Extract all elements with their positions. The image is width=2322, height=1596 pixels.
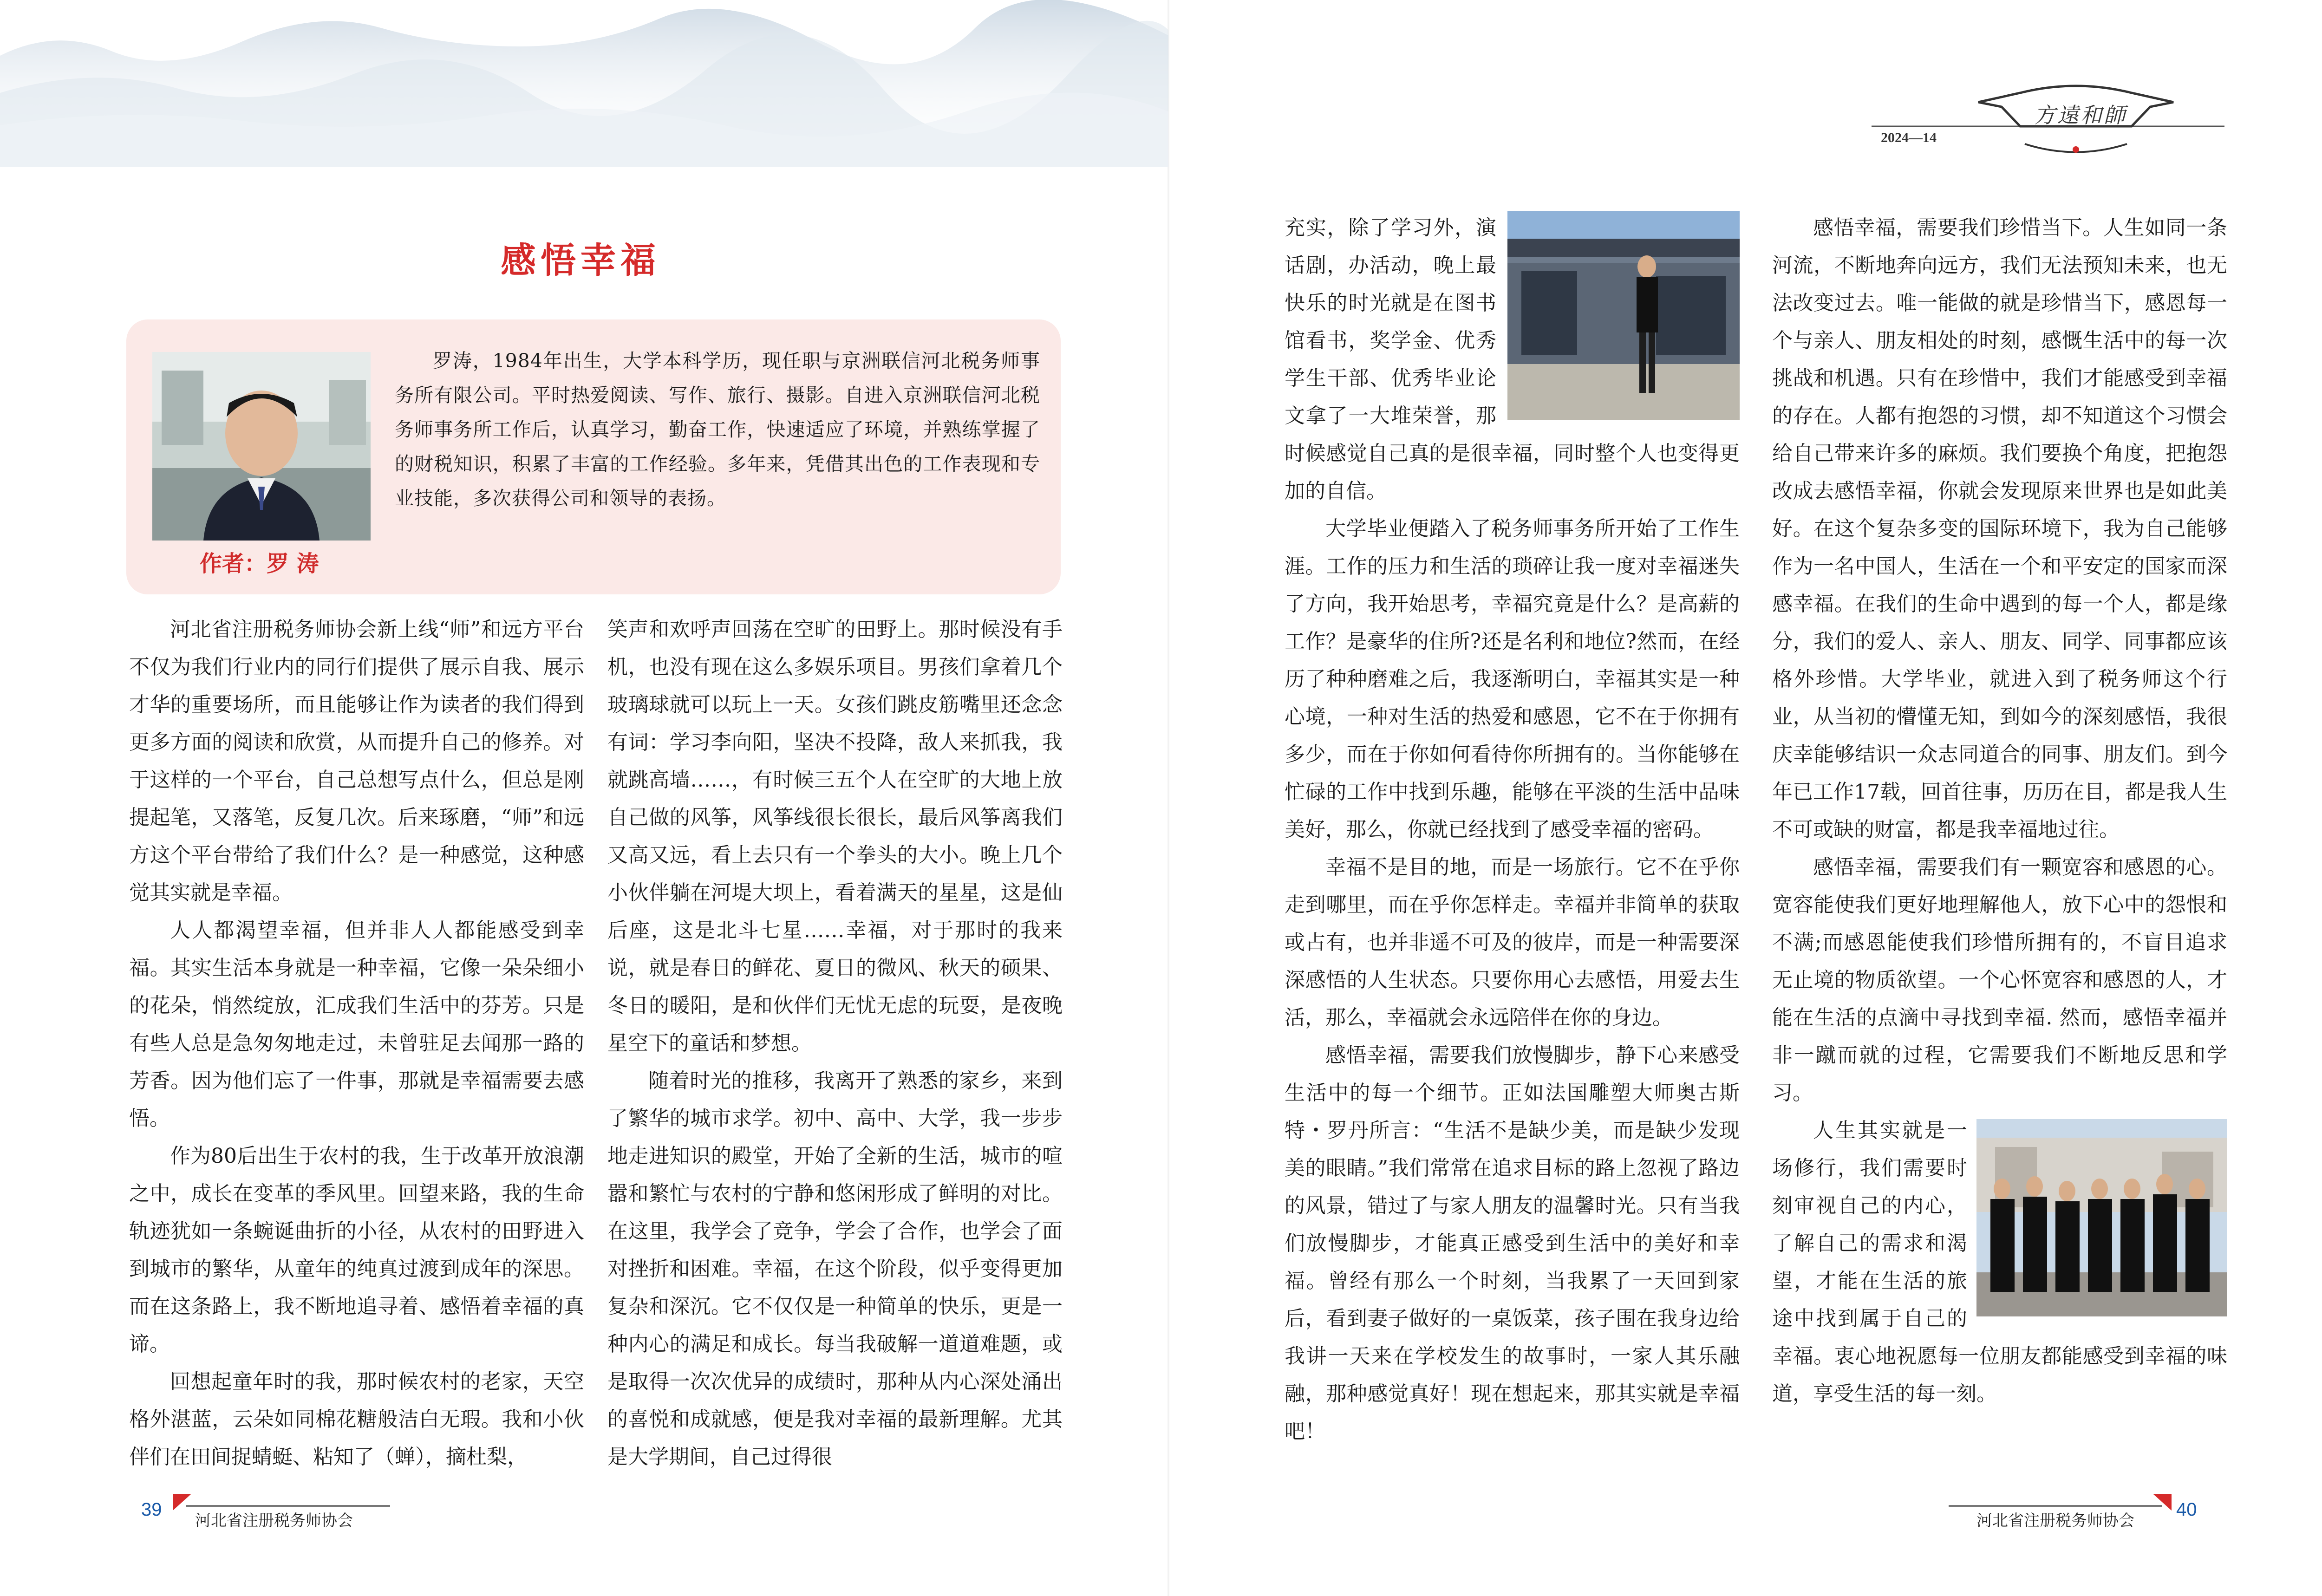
paragraph: 作为80后出生于农村的我，生于改革开放浪潮之中，成长在变革的季风里。回望来路，我的生命轨迹犹如一条蜿诞曲折的小径，从农村的田野进入到城市的繁华，从童年的纯真过渡到成年的深思。而在这条路上，我不断地追寻着、感悟着幸福的真谛。 — [129, 1144, 584, 1356]
footer-rule — [1949, 1505, 2162, 1507]
red-corner-icon — [173, 1494, 191, 1511]
paragraph: 感悟幸福，需要我们有一颗宽容和感恩的心。宽容能使我们更好地理解他人，放下心中的怨恨和不满;而感恩能使我们珍惜所拥有的，不盲目追求无止境的物质欲望。一个心怀宽容和感恩的人，才能在生活的点滴中寻找到幸福. 然而，感悟幸福并非一蹴而就的过程，它需要我们不断地反思和学习。 — [1772, 855, 2227, 1105]
paragraph: 感悟幸福，需要我们放慢脚步，静下心来感受生活中的每一个细节。正如法国雕塑大师奥古斯特・罗丹所言：“生活不是缺少美，而是缺少发现美的眼睛。”我们常常在追求目标的路上忽视了路边的风景，错过了与家人朋友的温馨时光。只有当我们放慢脚步，才能真正感受到生活中的美好和幸福。曾经有那么一个时刻，当我累了一天回到家后，看到妻子做好的一桌饭菜，孩子围在我身边给我讲一天来在学校发生的故事时，一家人其乐融融，那种感觉真好！现在想起来，那其实就是幸福吧！ — [1285, 1043, 1740, 1443]
group-photo — [1976, 1119, 2227, 1316]
paragraph: 感悟幸福，需要我们珍惜当下。人生如同一条河流，不断地奔向远方，我们无法预知未来，也无法改变过去。唯一能做的就是珍惜当下，感恩每一个与亲人、朋友相处的时刻，感慨生活中的每一次挑战和机遇。只有在珍惜中，我们才能感受到幸福的存在。人都有抱怨的习惯，却不知道这个习惯会给自己带来许多的麻烦。我们要换个角度，把抱怨改成去感悟幸福，你就会发现原来世界也是如此美好。在这个复杂多变的国际环境下，我为自己能够作为一名中国人，生活在一个和平安定的国家而深感幸福。在我们的生命中遇到的每一个人，都是缘分，我们的爱人、亲人、朋友、同学、同事都应该格外珍惜。大学毕业，就进入到了税务师这个行业，从当初的懵懂无知，到如今的深刻感悟，我很庆幸能够结识一众志同道合的同事、朋友们。到今年已工作17载，回首往事，历历在目，都是我人生不可或缺的财富，都是我幸福地过往。 — [1772, 216, 2227, 841]
page-number: 40 — [2176, 1499, 2197, 1520]
paragraph: 大学毕业便踏入了税务师事务所开始了工作生涯。工作的压力和生活的琐碎让我一度对幸福迷失了方向，我开始思考，幸福究竟是什么？是高薪的工作？是豪华的住所?还是名利和地位?然而，在经历了种种磨难之后，我逐渐明白，幸福其实是一种心境，一种对生活的热爱和感恩，它不在于你拥有多少，而在于你如何看待你所拥有的。当你能够在忙碌的工作中找到乐趣，能够在平淡的生活中品味美好，那么，你就已经找到了感受幸福的密码。 — [1285, 517, 1740, 841]
right-column-1 — [1285, 209, 1740, 1450]
issue-number: 2024—14 — [1881, 130, 1937, 145]
mountain-mist-decoration — [0, 0, 1168, 167]
paragraph: 充实，除了学习外，演话剧，办活动，晚上最快乐的时光就是在图书馆看书，奖学金、优秀学生干部、优秀毕业论文拿了一大堆荣誉，那时候感觉自己真的是很幸福，同时整个人也变得更加的自信。 — [1285, 216, 1740, 503]
right-column-2 — [1772, 209, 2227, 1413]
left-column-2 — [607, 611, 1063, 1476]
footer-rule — [186, 1505, 390, 1507]
badge-text: 方遠和師 — [2034, 103, 2127, 128]
footer-org: 河北省注册税务师协会 — [1976, 1512, 2134, 1530]
red-corner-icon — [2153, 1494, 2172, 1511]
author-bio: 罗涛，1984年出生，大学本科学历，现任职与京洲联信河北税务师事务所有限公司。平时热爱阅读、写作、旅行、摄影。自进入京洲联信河北税务师事务所工作后，认真学习，勤奋工作，快速适应了环境，并熟练掌握了的财税知识，积累了丰富的工作经验。多年来，凭借其出色的工作表现和专业技能，多次获得公司和领导的表扬。 — [395, 350, 1040, 509]
paragraph: 随着时光的推移，我离开了熟悉的家乡，来到了繁华的城市求学。初中、高中、大学，我一步步地走进知识的殿堂，开始了全新的生活，城市的喧嚣和繁忙与农村的宁静和悠闲形成了鲜明的对比。在这里，我学会了竞争，学会了合作，也学会了面对挫折和困难。幸福，在这个阶段，似乎变得更加复杂和深沉。它不仅仅是一种简单的快乐，更是一种内心的满足和成长。每当我破解一道道难题，或是取得一次次优异的成绩时，那种从内心深处涌出的喜悦和成就感，便是我对幸福的最新理解。尤其是大学期间，自己过得很 — [607, 1069, 1063, 1469]
author-photo — [152, 352, 371, 541]
footer-org: 河北省注册税务师协会 — [195, 1512, 353, 1530]
paragraph: 人人都渴望幸福，但并非人人都能感受到幸福。其实生活本身就是一种幸福，它像一朵朵细小的花朵，悄然绽放，汇成我们生活中的芬芳。只是有些人总是急匆匆地走过，未曾驻足去闻那一路的芳香。因为他们忘了一件事，那就是幸福需要去感悟。 — [129, 919, 584, 1130]
paragraph: 河北省注册税务师协会新上线“师”和远方平台不仅为我们行业内的同行们提供了展示自我、展示才华的重要场所，而且能够让作为读者的我们得到更多方面的阅读和欣赏，从而提升自己的修养。对于这样的一个平台，自己总想写点什么，但总是刚提起笔，又落笔，反复几次。后来琢磨，“师”和远方这个平台带给了我们什么？是一种感觉，这种感觉其实就是幸福。 — [129, 618, 584, 905]
left-footer — [135, 1493, 395, 1530]
article-title: 感悟幸福 — [501, 240, 660, 281]
right-footer — [1949, 1493, 2218, 1530]
author-label: 作者：罗 涛 — [200, 551, 319, 577]
right-page — [1168, 0, 2322, 1596]
left-column-1 — [129, 611, 584, 1476]
paragraph: 回想起童年时的我，那时候农村的老家，天空格外湛蓝，云朵如同棉花糖般洁白无瑕。我和小伙伴们在田间捉蜻蜓、粘知了（蝉），摘杜梨， — [129, 1370, 584, 1469]
header-badge — [1872, 74, 2224, 167]
paragraph: 人生其实就是一场修行，我们需要时刻审视自己的内心，了解自己的需求和渴望，才能在生活的旅途中找到属于自己的幸福。衷心地祝愿每一位朋友都能感受到幸福的味道，享受生活的每一刻。 — [1772, 1119, 2227, 1406]
paragraph: 笑声和欢呼声回荡在空旷的田野上。那时候没有手机，也没有现在这么多娱乐项目。男孩们拿着几个玻璃球就可以玩上一天。女孩们跳皮筋嘴里还念念有词：学习李向阳，坚决不投降，敌人来抓我，我就跳高墙……，有时候三五个人在空旷的大地上放自己做的风筝，风筝线很长很长，最后风筝离我们又高又远，看上去只有一个拳头的大小。晚上几个小伙伴躺在河堤大坝上，看着满天的星星，这是仙后座，这是北斗七星……幸福，对于那时的我来说，就是春日的鲜花、夏日的微风、秋天的硕果、冬日的暖阳，是和伙伴们无忧无虑的玩耍，是夜晚星空下的童话和梦想。 — [607, 618, 1063, 1055]
page-number: 39 — [141, 1499, 162, 1520]
paragraph: 幸福不是目的地，而是一场旅行。它不在乎你走到哪里，而在乎你怎样走。幸福并非简单的获取或占有，也并非遥不可及的彼岸，而是一种需要深深感悟的人生状态。只要你用心去感悟，用爱去生活，那么，幸福就会永远陪伴在你的身边。 — [1285, 855, 1740, 1029]
campus-photo — [1507, 211, 1740, 420]
